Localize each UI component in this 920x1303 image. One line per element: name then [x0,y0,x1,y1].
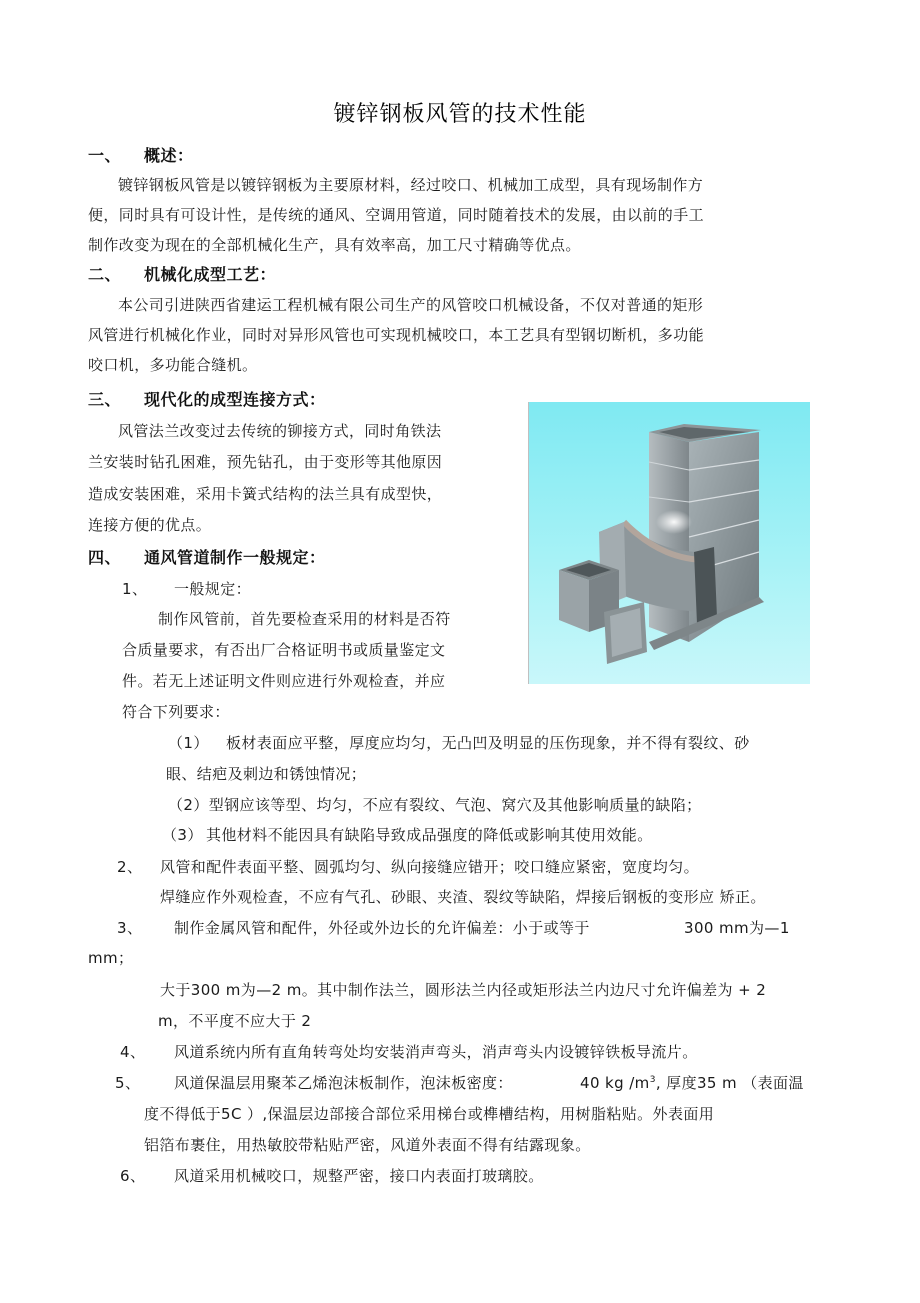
paragraph-line: 合质量要求，有否出厂合格证明书或质量鉴定文 [122,641,446,659]
section-3-heading [88,390,326,410]
document-title: 镀锌钢板风管的技术性能 [333,102,587,127]
item-1-number: 1、 [122,580,148,598]
item-1-heading: 一般规定： [174,580,252,598]
paragraph-line: 风管法兰改变过去传统的铆接方式，同时角铁法 [118,422,442,440]
paragraph-line: 件。若无上述证明文件则应进行外观检查，并应 [122,672,446,690]
duct-photo [528,402,810,684]
paragraph-line: 大于300 m为—2 m。其中制作法兰，圆形法兰内径或矩形法兰内边尺寸允许偏差为 + 2 [160,981,767,999]
section-number: 二、 [88,265,122,284]
subitem-text: 其他材料不能因具有缺陷导致成品强度的降低或影响其使用效能。 [206,826,653,844]
section-title: 机械化成型工艺： [144,265,277,284]
subitem-number: （2） [168,796,209,814]
paragraph-line: 风道采用机械咬口，规整严密，接口内表面打玻璃胶。 [174,1167,544,1185]
subitem-1 [168,733,750,753]
galvanized-duct-icon [529,402,810,684]
item-4-number: 4、 [120,1043,146,1061]
section-title: 现代化的成型连接方式： [144,390,326,409]
paragraph-line: 造成安装困难，采用卡簧式结构的法兰具有成型快， [88,485,443,503]
paragraph-line: 咬口机，多功能合缝机。 [88,356,258,374]
paragraph-line: 镀锌钢板风管是以镀锌钢板为主要原材料，经过咬口、机械加工成型，具有现场制作方 [118,176,704,194]
section-4-heading [88,548,326,568]
subitem-1-continuation: 眼、结疤及刺边和锈蚀情况； [166,765,367,783]
subitem-text: 板材表面应平整，厚度应均匀，无凸凹及明显的压伤现象，并不得有裂纹、砂 [226,734,750,752]
section-1-heading [88,146,194,166]
subitem-3 [162,825,653,845]
density-exponent: 3 [649,1075,656,1085]
paragraph-line: 连接方便的优点。 [88,516,212,534]
thickness-text: , 厚度35 m （表面温 [655,1074,804,1092]
paragraph-line: 本公司引进陕西省建运工程机械有限公司生产的风管咬口机械设备，不仅对普通的矩形 [118,296,704,314]
paragraph-line: 焊缝应作外观检查，不应有气孔、砂眼、夹渣、裂纹等缺陷，焊接后钢板的变形应 矫正。 [160,888,766,906]
section-number: 三、 [88,390,122,409]
paragraph-line: 便，同时具有可设计性，是传统的通风、空调用管道，同时随着技术的发展，由以前的手工 [88,206,705,224]
paragraph-line: 风管和配件表面平整、圆弧均匀、纵向接缝应错开；咬口缝应紧密，宽度均匀。 [160,858,700,876]
paragraph-line: mm； [88,949,134,967]
paragraph-line: 制作风管前，首先要检查采用的材料是否符 [158,610,451,628]
item-6-number: 6、 [120,1167,146,1185]
paragraph-line: 符合下列要求： [122,703,230,721]
paragraph-line: 风道系统内所有直角转弯处均安装消声弯头，消声弯头内设镀锌铁板导流片。 [174,1043,698,1061]
section-number: 四、 [88,548,122,567]
tolerance-value: 300 mm为—1 [684,919,790,937]
section-2-heading [88,265,276,285]
paragraph-line: 铝箔布裹住，用热敏胶带粘贴严密，风道外表面不得有结露现象。 [144,1136,591,1154]
subitem-number: （3） [162,826,203,844]
paragraph-line: 度不得低于5C ）,保温层边部接合部位采用梯台或榫槽结构，用树脂粘贴。外表面用 [144,1105,715,1123]
paragraph-line: 风管进行机械化作业，同时对异形风管也可实现机械咬口，本工艺具有型钢切断机，多功能 [88,326,705,344]
section-number: 一、 [88,146,122,165]
density-number: 40 kg /m [580,1074,650,1092]
item-2-number: 2、 [117,858,143,876]
paragraph-line: m，不平度不应大于 2 [158,1012,312,1030]
paragraph-line: 制作改变为现在的全部机械化生产，具有效率高，加工尺寸精确等优点。 [88,236,581,254]
subitem-2 [168,795,702,815]
item-5-number: 5、 [115,1074,141,1092]
item-3-number: 3、 [117,919,143,937]
section-title: 通风管道制作一般规定： [144,548,326,567]
subitem-text: 型钢应该等型、均匀，不应有裂纹、气泡、窝穴及其他影响质量的缺陷； [208,796,702,814]
paragraph-line: 兰安装时钻孔困难，预先钻孔，由于变形等其他原因 [88,453,443,471]
paragraph-line: 风道保温层用聚苯乙烯泡沫板制作，泡沫板密度： [174,1074,513,1092]
subitem-number: （1） [168,734,209,752]
section-title: 概述： [144,146,194,165]
paragraph-line: 制作金属风管和配件，外径或外边长的允许偏差：小于或等于 [174,919,590,937]
density-value [580,1073,804,1093]
